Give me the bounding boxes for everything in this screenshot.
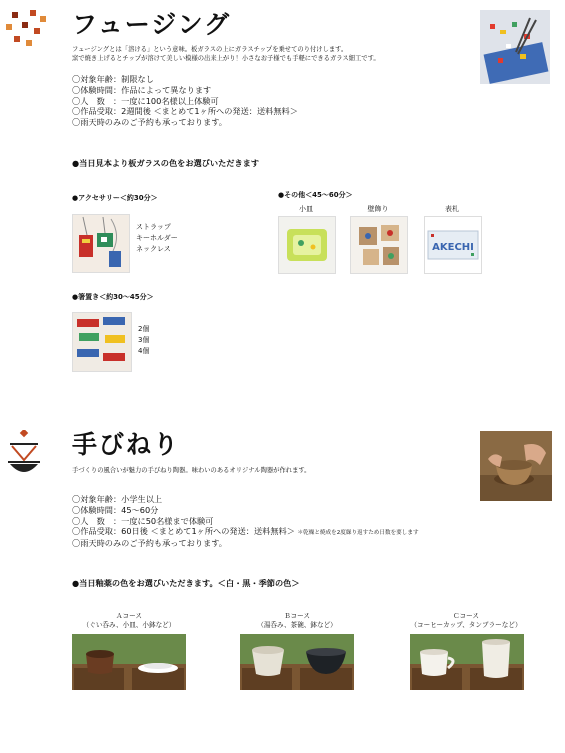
course-c-photo	[410, 634, 524, 690]
course-b-examples: （湯呑み、茶碗、鉢など）	[257, 620, 337, 629]
course-a-label	[72, 612, 186, 629]
tebineri-capacity: 〇人 数 ：一度に50名様まで体験可	[72, 515, 214, 526]
wall-decoration-photo	[350, 216, 408, 274]
fusing-intro-line-1: フュージングとは「溶ける」という意味。板ガラスの上にガラスチップを乗せてのり付けします。	[72, 46, 348, 53]
tebineri-duration: 〇体験時間：45～60分	[72, 504, 159, 515]
fusing-capacity: 〇人 数 ：一度に100名様以上体験可	[72, 95, 219, 106]
accessory-item-necklace: ネックレス	[136, 245, 171, 254]
nameplate-photo	[424, 216, 482, 274]
fusing-rain: 〇雨天時のみのご予約も承っております。	[72, 117, 227, 128]
other-label-plate: 小皿	[299, 205, 313, 213]
course-a-name: Ａコース	[115, 612, 143, 620]
fusing-intro-line-2: 窯で焼き上げるとチップが溶けて美しい模様の出来上がり！小さなお子様でも手軽にできるガラス細工です。	[72, 55, 380, 63]
chopstick-count-2: 2個	[138, 325, 150, 333]
fusing-age: 〇対象年齢：制限なし	[72, 74, 154, 84]
tebineri-intro: 手づくりの風合いが魅力の手びねり陶器。味わいのあるオリジナル陶器が作れます。	[72, 467, 311, 474]
fusing-hero-photo	[480, 10, 550, 84]
course-c-name: Ｃコース	[452, 612, 480, 620]
tebineri-pickup-note: ＊乾燥と焼成を2度繰り返すため日数を要します	[297, 530, 419, 537]
fusing-pickup: 〇作品受取：2週間後 ＜まとめて1ヶ所への発送：送料無料＞	[72, 106, 298, 117]
fusing-intro	[72, 45, 380, 63]
accessory-item-strap: ストラップ	[136, 223, 171, 231]
fusing-note: ●当日見本より板ガラスの色をお選びいただきます	[72, 158, 260, 168]
course-a-photo	[72, 634, 186, 690]
course-b-photo	[240, 634, 354, 690]
course-a-examples: （ぐい呑み、小皿、小鉢など）	[82, 620, 176, 629]
other-heading: ●その他＜45～60分＞	[278, 191, 353, 199]
tebineri-title: 手びねり	[72, 430, 181, 459]
mosaic-logo-icon	[4, 10, 48, 48]
fusing-title: フュージング	[72, 10, 232, 39]
other-label-wall: 壁飾り	[367, 205, 389, 213]
accessory-photo	[72, 214, 130, 273]
plate-photo	[278, 216, 336, 274]
tebineri-note: ●当日釉薬の色をお選びいただきます。＜白・黒・季節の色＞	[72, 578, 300, 588]
chopstick-count-3: 3個	[138, 336, 150, 345]
fusing-duration: 〇体験時間：作品によって異なります	[72, 84, 212, 95]
chopstick-counts	[138, 324, 149, 358]
chopstick-heading: ●箸置き＜約30～45分＞	[72, 293, 154, 301]
course-c-examples: （コーヒーカップ、タンブラーなど）	[410, 620, 522, 629]
chopstick-count-4: 4個	[138, 347, 150, 356]
tebineri-conditions	[72, 494, 419, 549]
tebineri-pickup-main: 〇作品受取：60日後 ＜まとめて1ヶ所への発送：送料無料＞	[72, 526, 295, 537]
chopstick-rest-photo	[72, 312, 132, 372]
tebineri-rain: 〇雨天時のみのご予約も承っております。	[72, 537, 227, 548]
tebineri-hero-photo	[480, 431, 552, 501]
course-c-label	[404, 612, 528, 629]
nameplate-text: AKECHI	[432, 242, 474, 253]
other-label-nameplate: 表札	[445, 205, 459, 213]
course-b-name: Ｂコース	[283, 612, 311, 620]
course-b-label	[240, 612, 354, 629]
pottery-wheel-icon	[4, 430, 44, 484]
accessory-item-keyholder: キーホルダー	[136, 234, 178, 243]
fusing-conditions	[72, 74, 298, 128]
accessory-heading: ●アクセサリー＜約30分＞	[72, 194, 158, 202]
tebineri-age: 〇対象年齢：小学生以上	[72, 494, 163, 504]
tebineri-pickup	[72, 526, 419, 537]
accessory-items	[136, 222, 178, 256]
